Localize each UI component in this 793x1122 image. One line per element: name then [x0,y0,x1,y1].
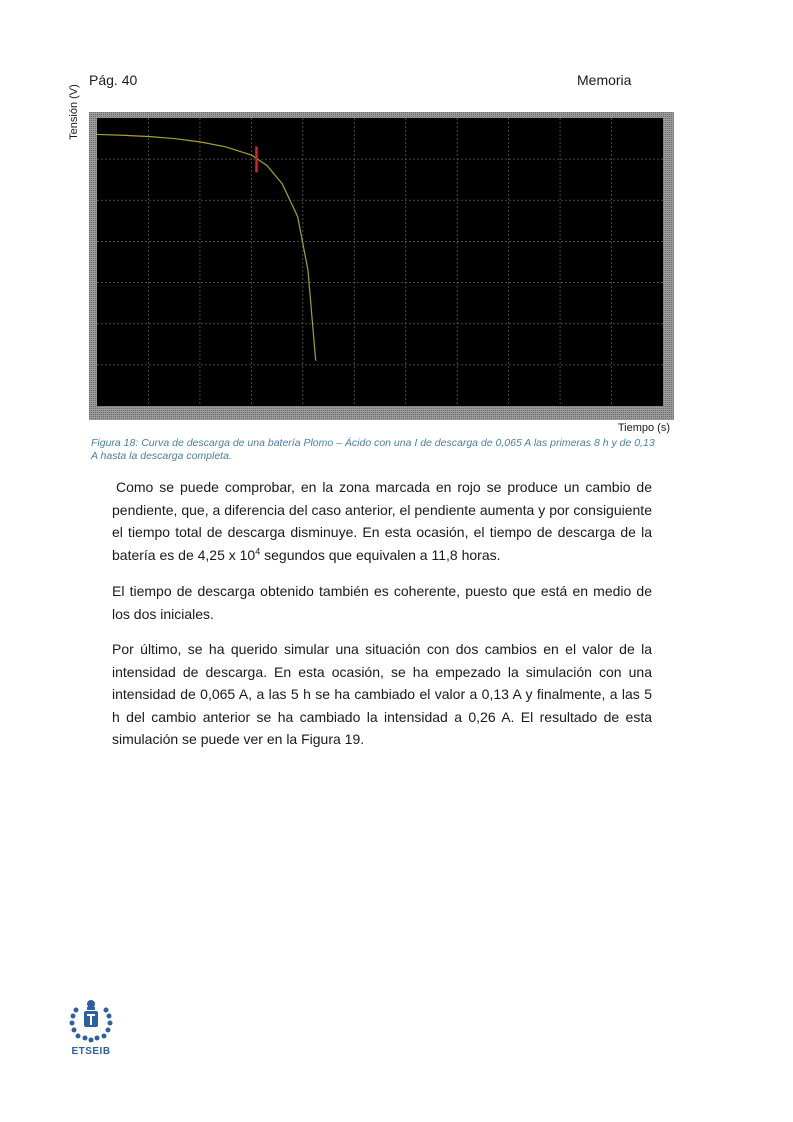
exponent: 4 [255,545,261,556]
paragraph-1-text: Como se puede comprobar, en la zona marcada en rojo se produce un cambio de pendiente, que, a diferencia del caso anterior, el pendiente aumenta y por consiguiente el tiempo total de descarga disminuye. En esta ocasión, el tiempo de descarga de la batería es de 4,25 x 10 [112,479,652,563]
paragraph-2: El tiempo de descarga obtenido también es coherente, puesto que está en medio de los dos iniciales. [112,583,652,622]
logo-emblem-icon [66,996,116,1046]
paragraph-3: Por último, se ha querido simular una situación con dos cambios en el valor de la intensidad de descarga. En esta ocasión, se ha empezado la simulación con una intensidad de 0,065 A, a las 5 h se ha cambiado el valor a 0,13 A y finalmente, a las 5 h del cambio anterior se ha cambiado la intensidad a 0,26 A. El resultado de esta simulación se puede ver en la Figura 19. [112,641,652,747]
discharge-chart [89,112,674,420]
plot-area [97,118,663,406]
paragraph-1 [112,476,652,566]
figure-caption: Figura 18: Curva de descarga de una batería Plomo – Ácido con una I de descarga de 0,065 A las primeras 8 h y de 0,13 A hasta la descarga completa. [91,437,655,462]
chart-ylabel: Tensión (V) [68,84,80,140]
chart-svg [89,112,674,420]
chart-xlabel: Tiempo (s) [617,422,670,434]
paragraph-1-text-end: segundos que equivalen a 11,8 horas. [260,546,501,563]
section-title: Memoria [577,72,632,88]
page-number: Pág. 40 [89,72,138,88]
logo-text: ETSEIB [71,1046,111,1057]
